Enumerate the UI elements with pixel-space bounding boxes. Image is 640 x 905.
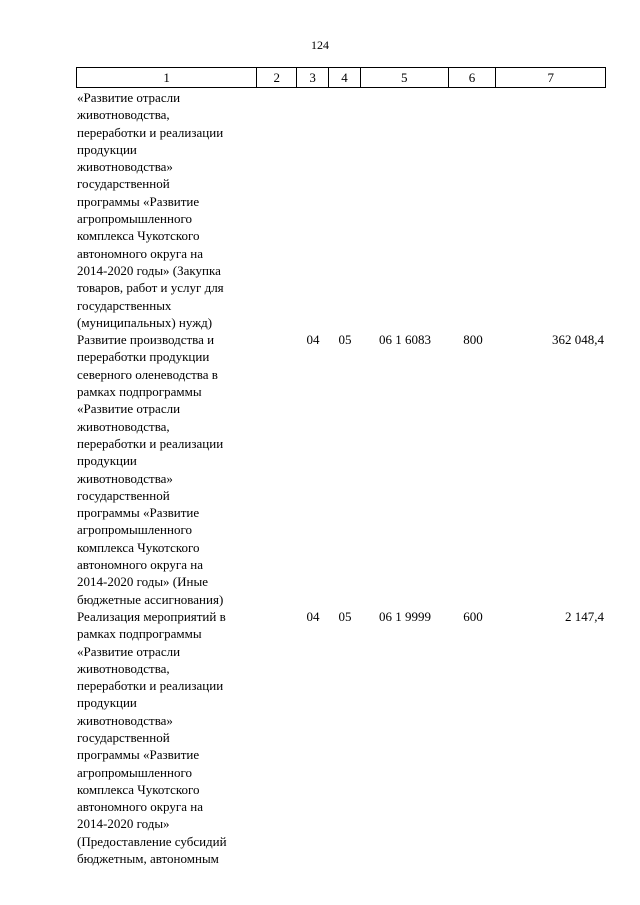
row-col-7: 362 048,4	[552, 332, 604, 348]
row-col-6: 800	[463, 332, 483, 348]
header-col-3: 3	[297, 68, 329, 87]
row-description: Реализация мероприятий в рамках подпрограммы «Развитие отрасли животноводства, переработки и реализации продукции животноводства» государственной программы «Развитие агропромышленного комплекса Чукотского автономного округа на 2014-2020 годы» (Предоставление субсидий бюджетным, автономным	[77, 608, 227, 867]
row-col-4	[329, 89, 361, 331]
table-row	[76, 89, 606, 331]
header-col-4: 4	[329, 68, 361, 87]
table-header	[76, 67, 606, 88]
table-row	[76, 608, 606, 867]
row-col-2	[257, 608, 297, 867]
row-col-7	[497, 89, 606, 331]
row-col-6	[449, 89, 497, 331]
row-col-4: 05	[338, 608, 352, 624]
row-col-2	[257, 89, 297, 331]
row-description: «Развитие отрасли животноводства, переработки и реализации продукции животноводства» государственной программы «Развитие агропромышленного комплекса Чукотского автономного округа на 2014-2020 годы» (Закупка товаров, работ и услуг для государственных (муниципальных) нужд)	[77, 90, 224, 330]
table-row	[76, 331, 606, 608]
header-col-2: 2	[257, 68, 297, 87]
header-col-5: 5	[361, 68, 449, 87]
row-description: Развитие производства и переработки продукции северного оленеводства в рамках подпрограммы «Развитие отрасли животноводства, переработки и реализации продукции животноводства» государственной программы «Развитие агропромышленного комплекса Чукотского автономного округа на 2014-2020 годы» (Иные бюджетные ассигнования)	[77, 332, 224, 607]
header-col-1: 1	[77, 68, 257, 87]
row-col-5	[361, 89, 449, 331]
header-col-6: 6	[449, 68, 497, 87]
row-col-2	[257, 331, 297, 608]
row-col-5: 06 1 9999	[379, 608, 431, 624]
header-col-7: 7	[547, 70, 554, 85]
table-body	[76, 89, 606, 867]
row-col-5: 06 1 6083	[379, 332, 431, 348]
row-col-3: 04	[306, 332, 320, 348]
row-col-6: 600	[463, 608, 483, 624]
row-col-3	[297, 89, 329, 331]
row-col-4: 05	[338, 332, 352, 348]
page-number: 124	[311, 38, 329, 52]
row-col-3: 04	[306, 608, 320, 624]
row-col-7: 2 147,4	[565, 608, 604, 624]
